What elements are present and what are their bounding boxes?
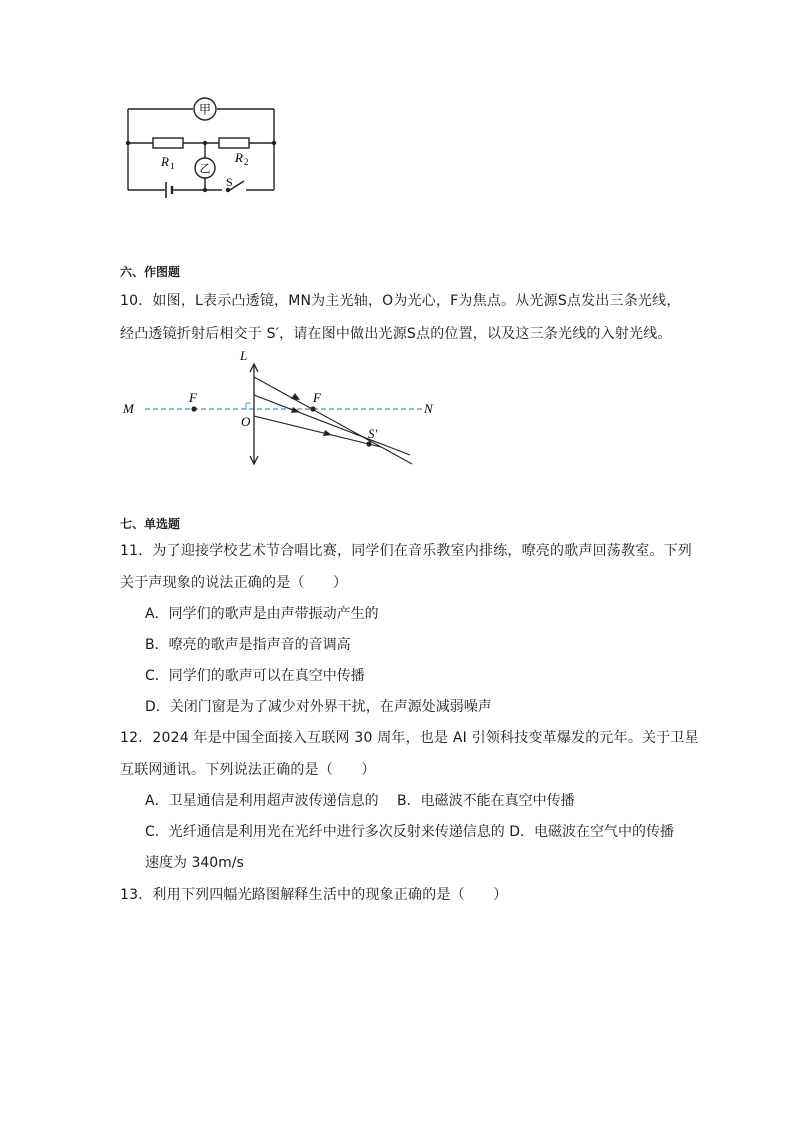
r1-label: R bbox=[161, 154, 169, 169]
axis-label-M: M bbox=[123, 401, 134, 416]
switch-label: S bbox=[226, 175, 233, 189]
q11-text-line1: 11．为了迎接学校艺术节合唱比赛，同学们在音乐教室内排练，嘹亮的歌声回荡教室。下列 bbox=[120, 543, 693, 559]
q11-option-b: B．嘹亮的歌声是指声音的音调高 bbox=[145, 637, 351, 653]
q12-option-a: A．卫星通信是利用超声波传递信息的 bbox=[145, 793, 379, 809]
axis-label-N: N bbox=[424, 401, 433, 416]
meter-a-label: 甲 bbox=[198, 102, 212, 117]
q10-text-line1: 10．如图，L表示凸透镜，MN为主光轴，O为光心，F为焦点。从光源S点发出三条光线， bbox=[120, 293, 681, 309]
q11-option-c: C．同学们的歌声可以在真空中传播 bbox=[145, 668, 365, 684]
section-7-heading: 七、单选题 bbox=[120, 517, 181, 531]
q12-option-b: B．电磁波不能在真空中传播 bbox=[397, 793, 575, 809]
optical-center-label-O: O bbox=[241, 414, 251, 429]
lens-ray-diagram bbox=[118, 345, 448, 470]
image-point-label: S′ bbox=[368, 426, 378, 441]
q13-text-line1: 13．利用下列四幅光路图解释生活中的现象正确的是（ ） bbox=[120, 887, 508, 903]
q11-option-a: A．同学们的歌声是由声带振动产生的 bbox=[145, 606, 379, 622]
q11-text-line2: 关于声现象的说法正确的是（ ） bbox=[120, 575, 348, 591]
focal-point-left-label: F bbox=[189, 390, 197, 405]
section-6-heading: 六、作图题 bbox=[120, 265, 181, 279]
meter-b-label: 乙 bbox=[199, 162, 211, 175]
r1-subscript: 1 bbox=[170, 161, 175, 171]
q10-text-line2: 经凸透镜折射后相交于 S′，请在图中做出光源S点的位置，以及这三条光线的入射光线。 bbox=[120, 326, 672, 342]
focal-point-right-label: F bbox=[313, 390, 321, 405]
circuit-diagram bbox=[120, 96, 290, 206]
r2-label: R bbox=[235, 150, 243, 165]
lens-label-L: L bbox=[240, 348, 248, 363]
q12-option-d-continued: 速度为 340m/s bbox=[145, 855, 244, 871]
q12-text-line2: 互联网通讯。下列说法正确的是（ ） bbox=[120, 762, 376, 778]
q12-text-line1: 12．2024 年是中国全面接入互联网 30 周年，也是 AI 引领科技变革爆发的元年。关于卫星 bbox=[120, 730, 699, 746]
r2-subscript: 2 bbox=[244, 157, 249, 167]
q11-option-d: D．关闭门窗是为了减少对外界干扰，在声源处减弱噪声 bbox=[145, 699, 492, 715]
q12-option-c-d: C．光纤通信是利用光在光纤中进行多次反射来传递信息的 D．电磁波在空气中的传播 bbox=[145, 824, 675, 840]
